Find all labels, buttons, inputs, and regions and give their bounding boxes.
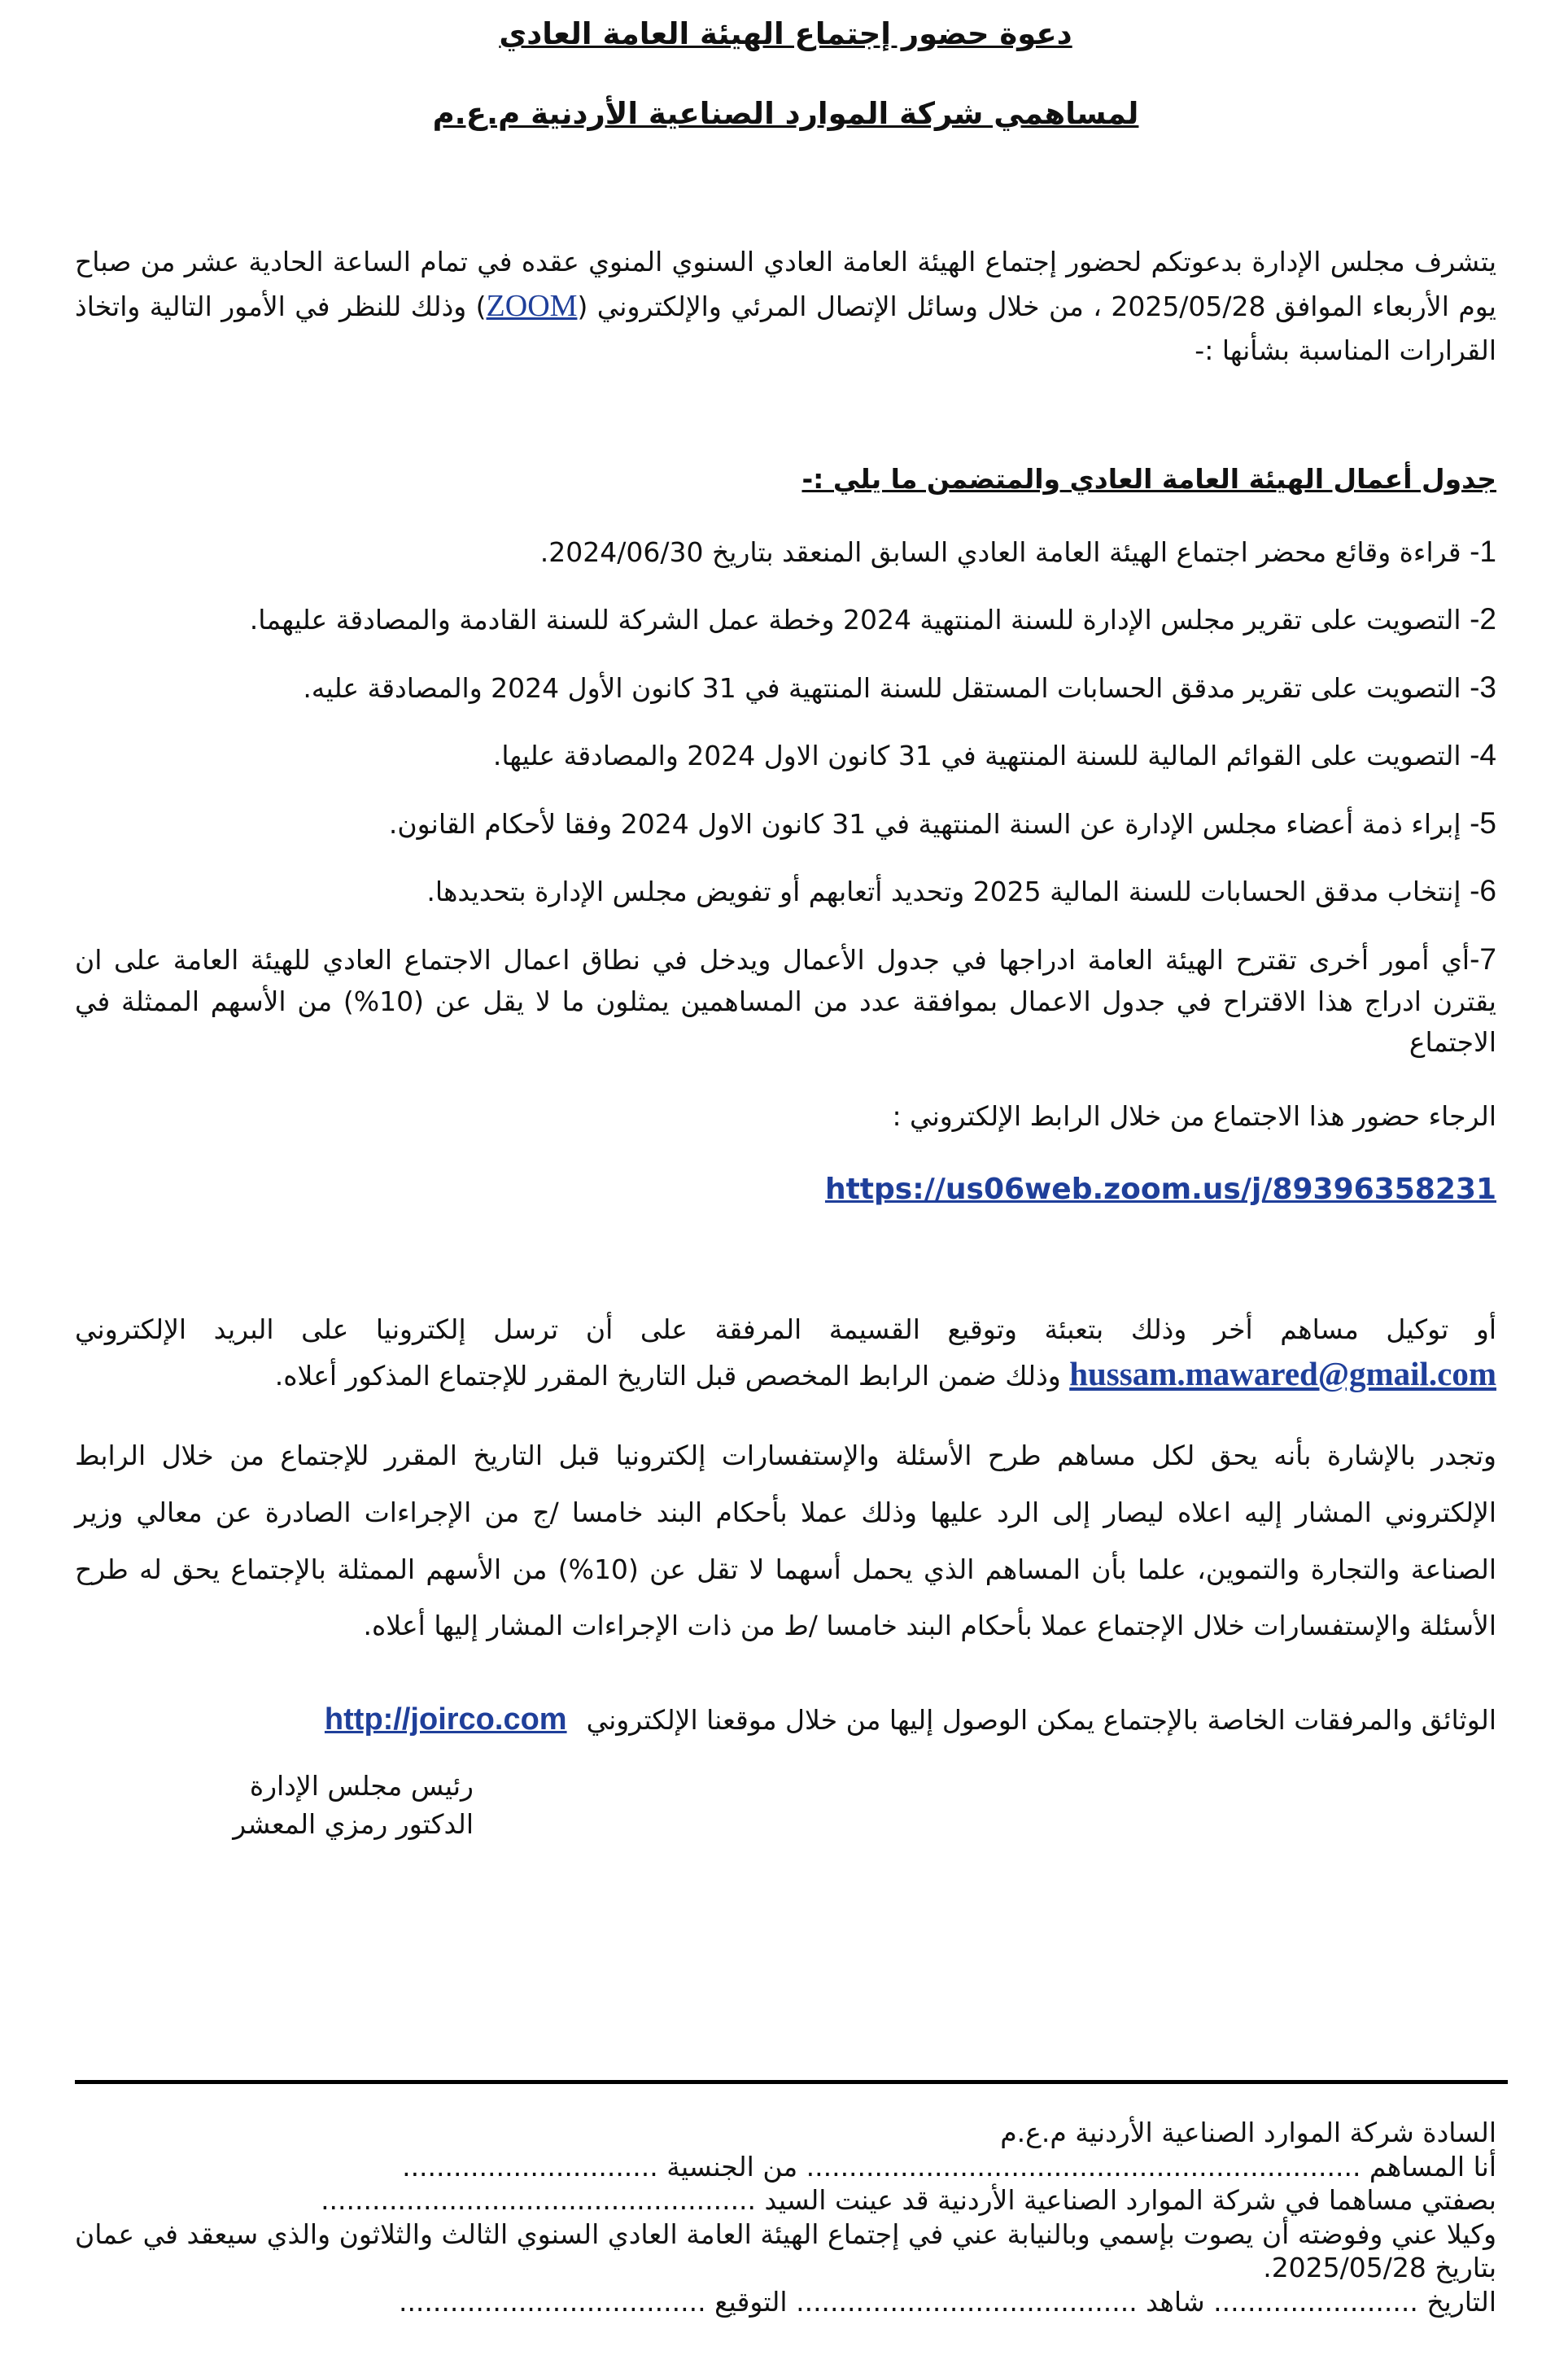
documents-paragraph (75, 1697, 1496, 1743)
document-subtitle: لمساهمي شركة الموارد الصناعية الأردنية م.ع.م (432, 95, 1139, 131)
section-divider (75, 2080, 1508, 2084)
agenda-item-number: 7- (1470, 942, 1496, 976)
agenda-item-text: التصويت على تقرير مدقق الحسابات المستقل للسنة المنتهية في 31 كانون الأول 2024 والمصادقة عليه. (303, 671, 1470, 704)
form-addressee: السادة شركة الموارد الصناعية الأردنية م.ع.م (1000, 2117, 1496, 2148)
signature-role: رئيس مجلس الإدارة (249, 1770, 474, 1802)
agenda-heading: جدول أعمال الهيئة العامة العادي والمتضمن ما يلي :- (801, 463, 1496, 496)
agenda-item-number: 3- (1470, 670, 1496, 704)
agenda-item-7 (75, 937, 1496, 1063)
agenda-item-text: التصويت على القوائم المالية للسنة المنتهية في 31 كانون الاول 2024 والمصادقة عليها. (492, 740, 1470, 772)
zoom-meeting-link[interactable]: https://us06web.zoom.us/j/89396358231 (824, 1172, 1496, 1206)
agenda-item-3 (75, 665, 1496, 710)
agenda-item-text: إبراء ذمة أعضاء مجلس الإدارة عن السنة المنتهية في 31 كانون الاول 2024 وفقا لأحكام القانون. (388, 807, 1470, 840)
form-date-line: التاريخ ........................ شاهد ........................................ التوقيع .................................... (398, 2285, 1496, 2318)
agenda-item-number: 6- (1470, 874, 1496, 908)
agenda-item-number: 1- (1470, 534, 1496, 568)
intro-paragraph (75, 242, 1496, 371)
intro-text-end: ) وذلك للنظر في الأمور التالية واتخاذ القرارات المناسبة بشأنها :- (75, 291, 1496, 366)
signature-name: الدكتور رمزي المعشر (233, 1807, 474, 1840)
proxy-text-start: أو توكيل مساهم أخر وذلك بتعبئة وتوقيع القسيمة المرفقة على أن ترسل إلكترونيا على البريد الإلكتروني (75, 1313, 1496, 1345)
attendance-text: الرجاء حضور هذا الاجتماع من خلال الرابط الإلكتروني : (892, 1100, 1496, 1133)
agenda-item-number: 4- (1470, 738, 1496, 772)
agenda-item-1 (75, 529, 1496, 575)
agenda-item-text: قراءة وقائع محضر اجتماع الهيئة العامة العادي السابق المنعقد بتاريخ 2024/06/30. (539, 535, 1470, 568)
agenda-item-5 (75, 801, 1496, 846)
website-link[interactable]: http://joirco.com (324, 1702, 567, 1737)
agenda-item-6 (75, 868, 1496, 914)
proxy-text-end: وذلك ضمن الرابط المخصص قبل التاريخ المقرر للإجتماع المذكور أعلاه. (274, 1360, 1070, 1392)
documents-text: الوثائق والمرفقات الخاصة بالإجتماع يمكن الوصول إليها من خلال موقعنا الإلكتروني (586, 1704, 1496, 1737)
email-link[interactable]: hussam.mawared@gmail.com (1069, 1355, 1496, 1393)
signature-block (75, 1767, 474, 1842)
agenda-item-text: أي أمور أخرى تقترح الهيئة العامة ادراجها في جدول الأعمال ويدخل في نطاق اعمال الاجتماع العادي للهيئة العامة على ان يقترن ادراج هذا الاقتراح في جدول الاعمال بموافقة عدد من المساهمين يمثلون ما لا يقل عن (10%) من الأسهم الممثلة في الاجتماع (75, 943, 1496, 1058)
proxy-paragraph (75, 1309, 1496, 1400)
agenda-item-number: 5- (1470, 806, 1496, 840)
document-title: دعوة حضور إجتماع الهيئة العامة العادي (499, 16, 1072, 51)
agenda-item-2 (75, 596, 1496, 642)
questions-paragraph: وتجدر بالإشارة بأنه يحق لكل مساهم طرح الأسئلة والإستفسارات إلكترونيا قبل التاريخ المقرر للإجتماع من خلال الرابط الإلكتروني المشار إليه اعلاه ليصار إلى الرد عليها وذلك عملا بأحكام البند خامسا /ج من الإجراءات الصادرة عن معالي وزير الصناعة والتجارة والتموين، علما بأن المساهم الذي يحمل أسهما لا تقل عن (10%) من الأسهم الممثلة بالإجتماع يحق له طرح الأسئلة والإستفسارات خلال الإجتماع عملا بأحكام البند خامسا /ط من ذات الإجراءات المشار إليها أعلاه. (75, 1439, 1496, 1642)
form-authorize-line: وكيلا عني وفوضته أن يصوت بإسمي وبالنيابة عني في إجتماع الهيئة العامة العادي السنوي الثالث والثلاثون والذي سيعقد في عمان بتاريخ 2025/05/28. (75, 2218, 1496, 2284)
agenda-item-text: إنتخاب مدقق الحسابات للسنة المالية 2025 وتحديد أتعابهم أو تفويض مجلس الإدارة بتحديدها. (426, 876, 1470, 908)
proxy-form (75, 2116, 1496, 2318)
form-shareholder-line: أنا المساهم ................................................................. من الجنسية .............................. (402, 2150, 1496, 2183)
agenda-item-number: 2- (1470, 602, 1496, 636)
agenda-item-4 (75, 732, 1496, 778)
zoom-link[interactable]: ZOOM (486, 289, 578, 324)
form-appoint-line: بصفتي مساهما في شركة الموارد الصناعية الأردنية قد عينت السيد ................................................... (321, 2184, 1496, 2217)
agenda-item-text: التصويت على تقرير مجلس الإدارة للسنة المنتهية 2024 وخطة عمل الشركة للسنة القادمة والمصادقة عليهما. (249, 604, 1470, 636)
intro-text-start: يتشرف مجلس الإدارة بدعوتكم لحضور إجتماع الهيئة العامة العادي السنوي المنوي عقده في تمام الساعة الحادية عشر من صباح يوم الأربعاء الموافق 2025/05/28 ، من خلال وسائل الإتصال المرئي والإلكتروني ( (75, 246, 1496, 323)
